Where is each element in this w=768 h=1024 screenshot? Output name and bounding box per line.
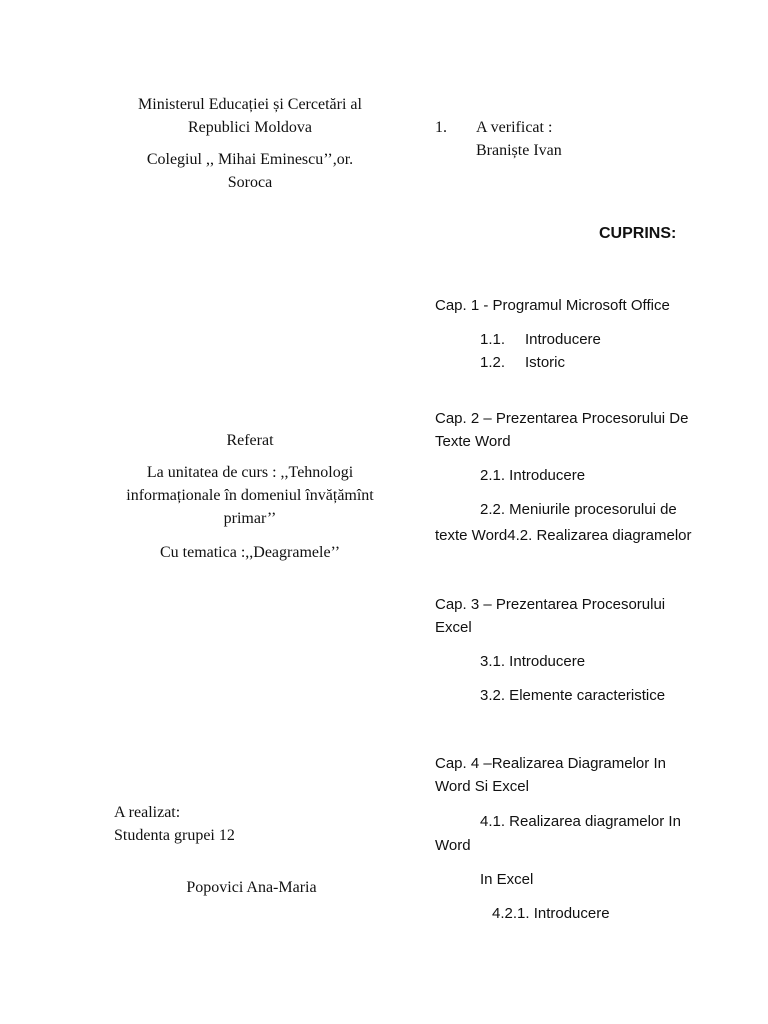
toc-section-4-1-line-2: Word [435, 837, 471, 854]
verifier-number: 1. [435, 119, 447, 136]
toc-chapter-2-line-2: Texte Word [435, 433, 511, 450]
toc-item-number: 1.2. [480, 354, 506, 371]
toc-section-2-2-line-2: texte Word4.2. Realizarea diagramelor [435, 527, 692, 544]
toc-item-number: 1.1. [480, 331, 506, 348]
toc-item-label: Introducere [525, 331, 601, 348]
toc-section-4-2-1: 4.2.1. Introducere [492, 905, 610, 922]
course-line-2: informaționale în domeniul învățămînt [126, 487, 374, 504]
college-line-2: Soroca [227, 174, 273, 191]
toc-title: CUPRINS: [599, 225, 677, 242]
toc-chapter-3-line-2: Excel [435, 619, 472, 636]
toc-section-3-2: 3.2. Elemente caracteristice [480, 687, 666, 704]
toc-chapter-3-line-1: Cap. 3 – Prezentarea Procesorului [435, 596, 666, 613]
toc-section-2-1: 2.1. Introducere [480, 467, 586, 484]
toc-chapter-1: Cap. 1 - Programul Microsoft Office [435, 297, 670, 314]
author-group: Studenta grupei 12 [114, 827, 235, 844]
college-line-1: Colegiul ,, Mihai Eminescu’’,or. [146, 151, 354, 168]
topic: Cu tematica :,,Deagramele’’ [159, 544, 341, 561]
course-line-3: primar’’ [223, 510, 277, 527]
document-type: Referat [226, 432, 274, 449]
verifier-label: A verificat : [476, 119, 553, 136]
toc-section-2-2-line-1: 2.2. Meniurile procesorului de [480, 501, 677, 518]
course-line-1: La unitatea de curs : ,,Tehnologi [146, 464, 354, 481]
author-name: Popovici Ana-Maria [186, 879, 317, 896]
toc-chapter-4-line-1: Cap. 4 –Realizarea Diagramelor In [435, 755, 666, 772]
verifier-name: Braniște Ivan [476, 142, 562, 159]
institution-line-2: Republici Moldova [188, 119, 312, 136]
toc-in-excel: In Excel [480, 871, 534, 888]
toc-chapter-4-line-2: Word Si Excel [435, 778, 529, 795]
toc-section-4-1-line-1: 4.1. Realizarea diagramelor In [480, 813, 681, 830]
author-label: A realizat: [114, 804, 181, 821]
toc-section-3-1: 3.1. Introducere [480, 653, 586, 670]
toc-chapter-2-line-1: Cap. 2 – Prezentarea Procesorului De [435, 410, 689, 427]
toc-item-label: Istoric [525, 354, 566, 371]
institution-line-1: Ministerul Educației și Cercetări al [138, 96, 362, 113]
